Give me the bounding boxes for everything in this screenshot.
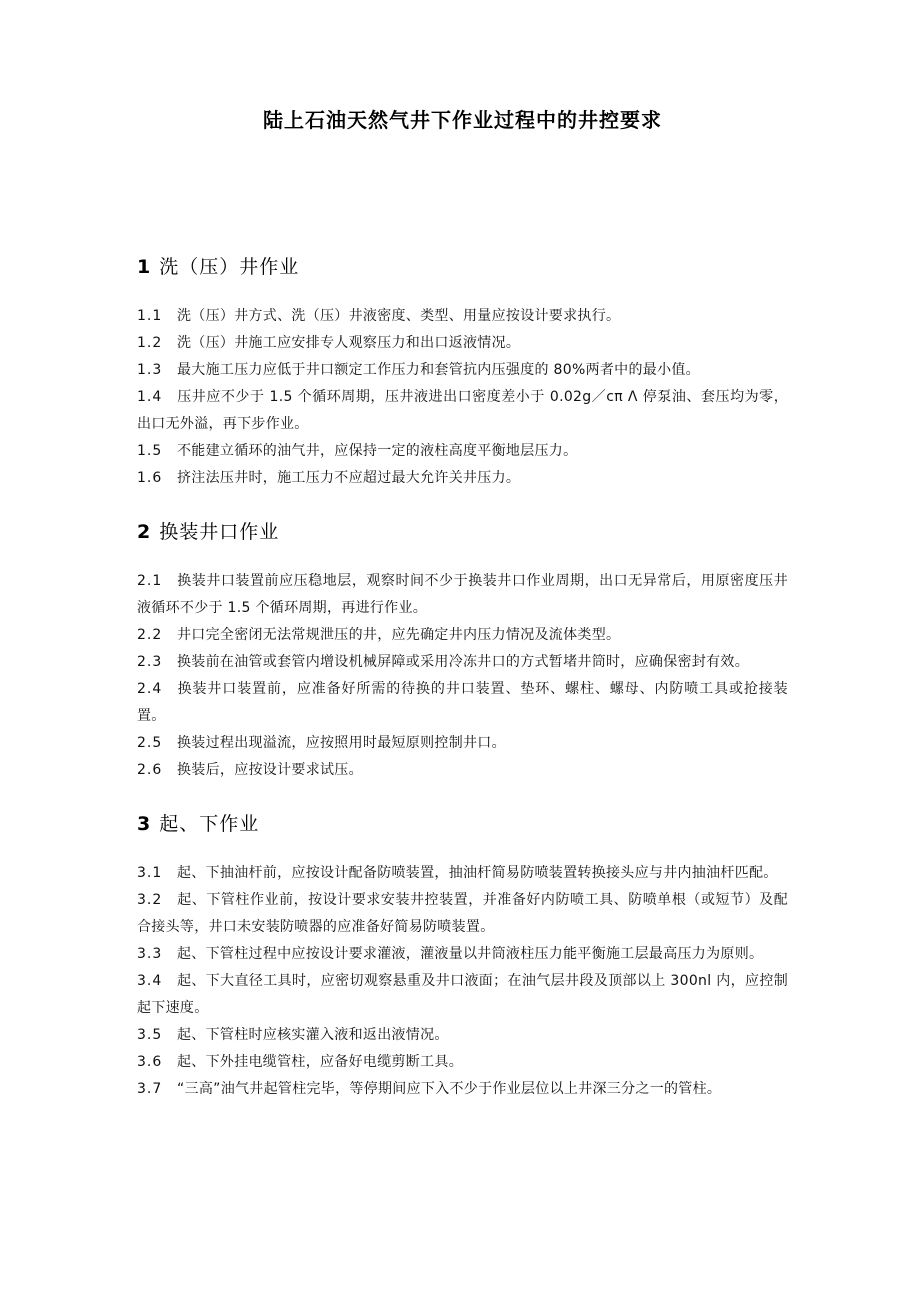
clause-item (137, 860, 788, 887)
section-number: 3 (137, 813, 151, 835)
clause-item (137, 887, 788, 941)
clause-text: 换装后，应按设计要求试压。 (177, 762, 363, 778)
clause-item (137, 465, 788, 492)
clause-number: 3.6 (137, 1054, 163, 1070)
clause-item (137, 968, 788, 1022)
clause-number: 1.6 (137, 470, 163, 486)
clause-text: 洗（压）井方式、洗（压）井液密度、类型、用量应按设计要求执行。 (177, 308, 621, 324)
clause-item (137, 384, 788, 438)
clause-text: 换装前在油管或套管内增设机械屏障或采用冷冻井口的方式暂堵井筒时，应确保密封有效。 (177, 654, 749, 670)
clause-item (137, 941, 788, 968)
clause-text: 换装过程出现溢流，应按照用时最短原则控制井口。 (177, 735, 506, 751)
clause-text: “三高”油气井起管柱完毕，等停期间应下入不少于作业层位以上井深三分之一的管柱。 (177, 1081, 722, 1097)
clause-text: 挤注法压井时，施工压力不应超过最大允许关井压力。 (177, 470, 521, 486)
clause-text: 起、下外挂电缆管柱，应备好电缆剪断工具。 (177, 1054, 463, 1070)
section-title: 换装井口作业 (159, 521, 280, 543)
clause-number: 3.5 (137, 1027, 163, 1043)
clause-number: 1.4 (137, 389, 163, 405)
clause-number: 1.3 (137, 362, 163, 378)
clause-item (137, 757, 788, 784)
sections (137, 229, 788, 1103)
clause-number: 2.3 (137, 654, 163, 670)
clause-text: 压井应不少于 1.5 个循环周期，压井液进出口密度差小于 0.02g／cπ Λ 停泵油、套压均为零，出口无外溢，再下步作业。 (137, 389, 788, 432)
clause-item (137, 622, 788, 649)
clause-number: 1.5 (137, 443, 163, 459)
clause-text: 起、下管柱过程中应按设计要求灌液，灌液量以井筒液柱压力能平衡施工层最高压力为原则。 (177, 946, 764, 962)
section-number: 1 (137, 256, 151, 278)
clause-item (137, 438, 788, 465)
section (137, 492, 788, 784)
clause-number: 3.2 (137, 892, 163, 908)
section-heading (137, 229, 788, 279)
clause-text: 起、下管柱作业前，按设计要求安装井控装置，并准备好内防喷工具、防喷单根（或短节）及配合接头等，井口未安装防喷器的应准备好简易防喷装置。 (137, 892, 788, 935)
section (137, 229, 788, 492)
section-title: 起、下作业 (159, 813, 260, 835)
clause-text: 最大施工压力应低于井口额定工作压力和套管抗内压强度的 80%两者中的最小值。 (177, 362, 700, 378)
clause-text: 井口完全密闭无法常规泄压的井，应先确定井内压力情况及流体类型。 (177, 627, 621, 643)
clause-text: 起、下大直径工具时，应密切观察悬重及井口液面；在油气层井段及顶部以上 300nl 内，应控制起下速度。 (137, 973, 788, 1016)
section-title: 洗（压）井作业 (159, 256, 300, 278)
clause-number: 3.3 (137, 946, 163, 962)
clause-number: 2.2 (137, 627, 163, 643)
clause-text: 洗（压）井施工应安排专人观察压力和出口返液情况。 (177, 335, 521, 351)
clause-item (137, 1049, 788, 1076)
clause-number: 1.1 (137, 308, 163, 324)
clause-number: 2.6 (137, 762, 163, 778)
section-heading (137, 784, 788, 836)
clause-item (137, 568, 788, 622)
clause-item (137, 1022, 788, 1049)
clause-text: 换装井口装置前应压稳地层，观察时间不少于换装井口作业周期，出口无异常后，用原密度压井液循环不少于 1.5 个循环周期，再进行作业。 (137, 573, 788, 616)
clause-number: 2.4 (137, 681, 163, 697)
clause-number: 2.5 (137, 735, 163, 751)
clause-number: 2.1 (137, 573, 163, 589)
clause-text: 不能建立循环的油气井，应保持一定的液柱高度平衡地层压力。 (177, 443, 578, 459)
clause-item (137, 303, 788, 330)
section (137, 784, 788, 1103)
clause-item (137, 357, 788, 384)
clause-item (137, 330, 788, 357)
clause-text: 起、下抽油杆前，应按设计配备防喷装置，抽油杆简易防喷装置转换接头应与井内抽油杆匹配。 (177, 865, 778, 881)
clause-item (137, 676, 788, 730)
clause-item (137, 730, 788, 757)
section-number: 2 (137, 521, 151, 543)
section-heading (137, 492, 788, 544)
clause-number: 3.4 (137, 973, 163, 989)
clause-number: 3.7 (137, 1081, 163, 1097)
document-title: 陆上石油天然气井下作业过程中的井控要求 (263, 108, 662, 132)
clause-item (137, 649, 788, 676)
clause-item (137, 1076, 788, 1103)
clause-text: 换装井口装置前，应准备好所需的待换的井口装置、垫环、螺柱、螺母、内防喷工具或抢接装置。 (137, 681, 788, 724)
clause-text: 起、下管柱时应核实灌入液和返出液情况。 (177, 1027, 449, 1043)
clause-number: 3.1 (137, 865, 163, 881)
clause-number: 1.2 (137, 335, 163, 351)
